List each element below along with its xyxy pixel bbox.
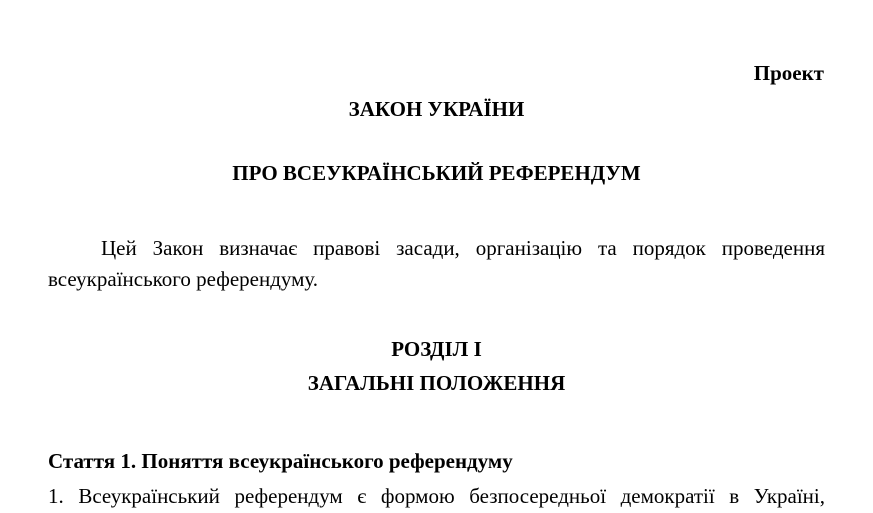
section-title: ЗАГАЛЬНІ ПОЛОЖЕННЯ	[307, 371, 566, 395]
law-subject: ПРО ВСЕУКРАЇНСЬКИЙ РЕФЕРЕНДУМ	[232, 161, 641, 185]
law-title: ЗАКОН УКРАЇНИ	[348, 97, 525, 121]
preamble-paragraph: Цей Закон визначає правові засади, організацію та порядок проведення всеукраїнського референдуму.	[48, 236, 825, 291]
article-heading: Стаття 1. Поняття всеукраїнського референдуму	[48, 449, 513, 473]
section-number: РОЗДІЛ I	[391, 337, 482, 361]
draft-label: Проект	[753, 61, 824, 85]
article-paragraph: 1. Всеукраїнський референдум є формою безпосередньої демократії в Україні,	[48, 484, 825, 508]
